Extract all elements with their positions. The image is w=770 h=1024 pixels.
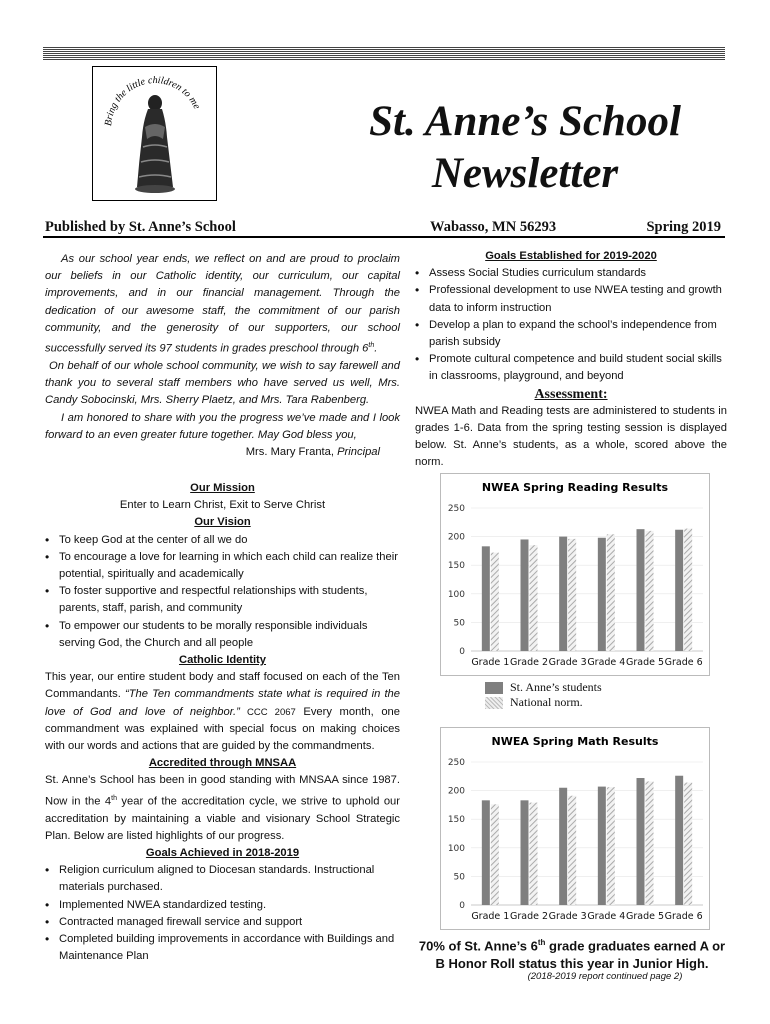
vision-heading: Our Vision (194, 516, 251, 529)
y-tick-label: 50 (453, 872, 465, 883)
accreditation-text: St. Anne’s School has been in good standing with MNSAA since 1987. Now in the 4th year of the accreditation cycle, we strive to uphold our accreditation by maintaining a viable and visionary School Strategic Plan. Below are listed highlights of our progress. (45, 774, 401, 842)
list-item: • Promote cultural competence and build student social skills in classrooms, playground, and beyond (415, 351, 727, 385)
goals-achieved-list (45, 862, 400, 965)
x-tick-label: Grade 5 (625, 911, 665, 922)
intro-paragraph-2: On behalf of our whole school community, we wish to say farewell and thank you to several staff members who have served us well, Mrs. Candy Sobocinski, Mrs. Sherry Plaetz, and Mrs. Tara Rabenberg. (45, 359, 400, 407)
y-tick-label: 250 (447, 504, 465, 514)
bar-students (637, 778, 645, 905)
bar-national (684, 529, 692, 651)
y-tick-label: 150 (447, 561, 465, 572)
list-item: • To foster supportive and respectful relationships with students, parents, staff, parish, and community (45, 583, 400, 617)
bar-national (646, 781, 654, 905)
math-chart-svg (441, 728, 709, 929)
bar-national (646, 531, 654, 651)
reading-chart (440, 473, 710, 676)
legend-swatch-national (485, 697, 503, 709)
x-tick-label: Grade 4 (587, 911, 626, 922)
bar-students (598, 787, 606, 905)
list-item: • Contracted managed firewall service and support (45, 914, 400, 931)
intro-paragraph-3: I am honored to share with you the progress we’ve made and I look forward to an even greater future together. May God bless you, (45, 411, 400, 441)
y-tick-label: 100 (447, 589, 465, 600)
bar-students (598, 538, 606, 651)
list-item: • Implemented NWEA standardized testing. (45, 897, 400, 914)
y-tick-label: 150 (447, 815, 465, 826)
title-line-1: St. Anne’s School (369, 98, 681, 145)
y-tick-label: 0 (459, 901, 465, 911)
assessment-text: NWEA Math and Reading tests are administered to students in grades 1-6. Data from the spring testing session is displayed below. St. Anne’s students, as a whole, scored above the norm. (415, 404, 727, 469)
x-tick-label: Grade 2 (509, 911, 549, 922)
chart-title: NWEA Spring Math Results (491, 735, 659, 748)
signature: Mrs. Mary Franta, Principal (245, 445, 380, 458)
bar-national (568, 796, 576, 905)
x-tick-label: Grade 3 (548, 657, 587, 668)
publication-bar (43, 218, 725, 238)
bar-national (491, 804, 499, 905)
bar-national (568, 539, 576, 651)
vision-list (45, 532, 400, 652)
goals-established-list (415, 265, 727, 385)
y-tick-label: 0 (459, 647, 465, 657)
math-chart (440, 727, 710, 930)
list-item: • To keep God at the center of all we do (45, 532, 400, 549)
location: Wabasso, MN 56293 (430, 219, 557, 235)
right-column (415, 248, 727, 472)
bar-national (491, 553, 499, 651)
list-item: • Professional development to use NWEA testing and growth data to inform instruction (415, 282, 727, 316)
mission-heading: Our Mission (190, 482, 255, 494)
newsletter-title (290, 96, 760, 200)
list-item: • Develop a plan to expand the school’s independence from parish subsidy (415, 317, 727, 351)
bar-students (559, 788, 567, 905)
y-tick-label: 100 (447, 843, 465, 854)
bar-students (559, 537, 567, 651)
x-tick-label: Grade 1 (471, 911, 510, 922)
list-item: • To empower our students to be morally responsible individuals serving God, the Church and all people (45, 618, 400, 652)
header-rule (43, 47, 725, 61)
bar-students (482, 800, 490, 905)
x-tick-label: Grade 2 (509, 657, 549, 668)
issue-date: Spring 2019 (646, 219, 721, 235)
bar-national (530, 545, 538, 651)
chart-legend (485, 680, 685, 710)
y-tick-label: 200 (447, 786, 465, 797)
y-tick-label: 50 (453, 618, 465, 629)
accreditation-heading: Accredited through MNSAA (148, 757, 297, 770)
bar-students (637, 529, 645, 651)
bar-national (607, 534, 615, 651)
bar-national (607, 787, 615, 905)
published-by: Published by St. Anne’s School (45, 219, 236, 235)
x-tick-label: Grade 3 (548, 911, 587, 922)
legend-swatch-students (485, 682, 503, 694)
intro-paragraph-1: As our school year ends, we reflect on and are proud to proclaim our beliefs in our Catholic identity, our curriculum, our capital improvements, and in our financial management. Through the dedication of our awesome staff, the commitment of our parish community, and the generosity of our supporters, our school successfully served its 97 students in grades preschool through 6th. (45, 253, 400, 355)
bar-national (530, 803, 538, 905)
x-tick-label: Grade 5 (625, 657, 665, 668)
bar-students (482, 546, 490, 651)
assessment-heading: Assessment: (534, 386, 608, 402)
bar-national (684, 783, 692, 905)
left-column (45, 480, 400, 965)
bar-students (521, 539, 529, 651)
honor-roll-callout: 70% of St. Anne’s 6th grade graduates earned A or B Honor Roll status this year in Junior High. (418, 938, 726, 972)
madonna-logo-icon (93, 67, 216, 200)
list-item: • Assess Social Studies curriculum standards (415, 265, 727, 282)
mission-text: Enter to Learn Christ, Exit to Serve Christ (119, 499, 326, 512)
bar-students (521, 800, 529, 905)
bar-students (675, 776, 683, 905)
goals-achieved-heading: Goals Achieved in 2018-2019 (145, 847, 300, 859)
catholic-identity-text: This year, our entire student body and staff focused on each of the Ten Commandants. “The Ten commandments state what is required in the love of God and love of neighbor.” CCC 2067 Every month, one commandment was explained with special focus on making choices with our words and actions that are guided by the commandments. (45, 671, 401, 753)
goals-established-heading: Goals Established for 2019-2020 (485, 250, 657, 262)
list-item: • Completed building improvements in accordance with Buildings and Maintenance Plan (45, 931, 400, 965)
x-tick-label: Grade 6 (664, 657, 703, 668)
chart-title: NWEA Spring Reading Results (481, 481, 669, 494)
list-item: • To encourage a love for learning in which each child can realize their potential, spiritually and academically (45, 549, 400, 583)
x-tick-label: Grade 4 (587, 657, 626, 668)
logo-motto: Bring the little children to me (103, 74, 203, 127)
continued-note: (2018-2019 report continued page 2) (527, 971, 683, 982)
title-line-2: Newsletter (431, 150, 619, 197)
legend-item-students: St. Anne’s students (485, 680, 685, 695)
reading-chart-svg (441, 474, 709, 675)
school-logo (92, 66, 217, 201)
legend-item-national: National norm. (485, 695, 685, 710)
list-item: • Religion curriculum aligned to Diocesan standards. Instructional materials purchased. (45, 862, 400, 896)
x-tick-label: Grade 1 (471, 657, 510, 668)
bar-students (675, 530, 683, 651)
principal-letter (45, 251, 400, 461)
y-tick-label: 250 (447, 758, 465, 768)
y-tick-label: 200 (447, 532, 465, 543)
x-tick-label: Grade 6 (664, 911, 703, 922)
catholic-identity-heading: Catholic Identity (178, 654, 267, 667)
